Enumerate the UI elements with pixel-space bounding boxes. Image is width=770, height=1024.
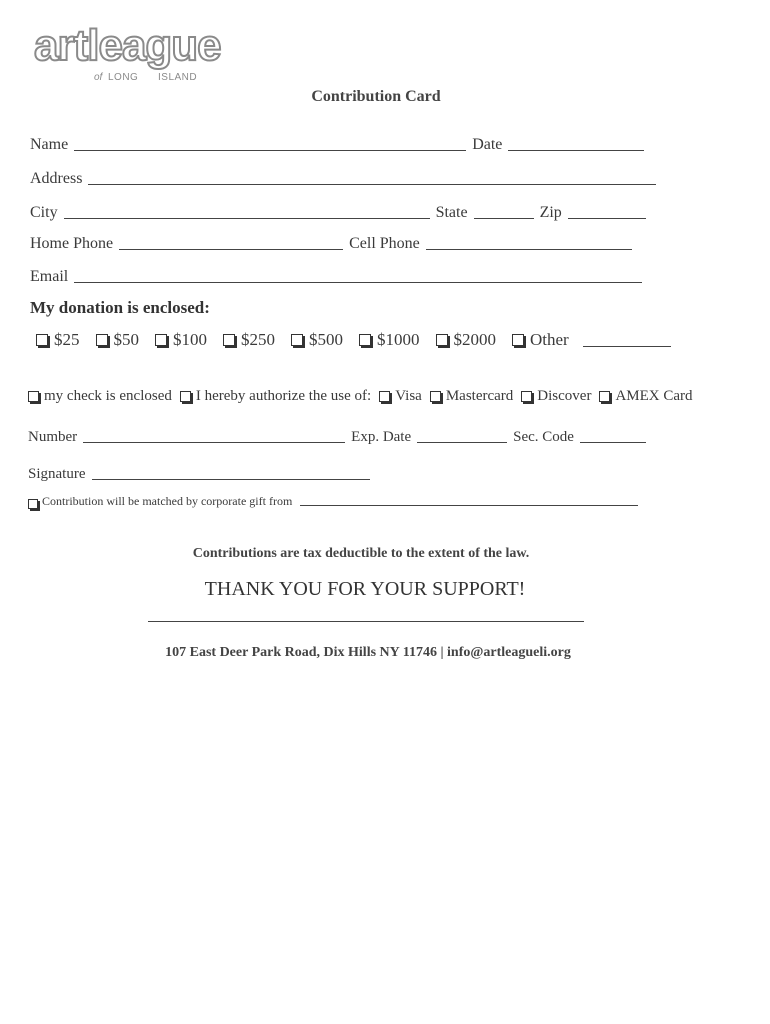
signature-row [28, 461, 376, 483]
cell-phone-label: Cell Phone [349, 235, 420, 252]
authorize-label: I hereby authorize the use of: [195, 388, 372, 404]
amex-checkbox[interactable] [599, 391, 610, 402]
home-phone-field[interactable] [119, 233, 343, 250]
name-label: Name [30, 136, 69, 153]
checkbox-icon [223, 334, 235, 346]
amount-option-1000[interactable] [359, 330, 420, 350]
sec-code-label: Sec. Code [513, 429, 574, 445]
check-enclosed-checkbox[interactable] [28, 391, 39, 402]
thank-you-heading: THANK YOU FOR YOUR SUPPORT! [204, 578, 526, 600]
donation-amounts [36, 330, 677, 350]
corporate-match-row [28, 494, 644, 509]
amount-label: Other [530, 330, 569, 349]
name-field[interactable] [74, 134, 466, 151]
checkbox-icon [291, 334, 303, 346]
zip-label: Zip [539, 204, 562, 221]
home-phone-label: Home Phone [30, 235, 114, 252]
check-enclosed-label: my check is enclosed [44, 388, 172, 404]
authorize-checkbox[interactable] [180, 391, 191, 402]
logo-island: ISLAND [158, 72, 198, 83]
logo-long: LONG [108, 72, 139, 83]
address-label: Address [30, 170, 83, 187]
address-row [30, 166, 662, 188]
city-label: City [30, 204, 58, 221]
logo-of: of [94, 72, 103, 83]
date-label: Date [472, 136, 503, 153]
corporate-match-label: Contribution will be matched by corporate gift from [42, 494, 293, 508]
amex-label: AMEX Card [615, 388, 693, 404]
discover-checkbox[interactable] [521, 391, 532, 402]
zip-field[interactable] [568, 202, 646, 219]
amount-option-other[interactable] [512, 330, 569, 350]
tax-note: Contributions are tax deductible to the extent of the law. [192, 546, 530, 561]
payment-methods [28, 388, 701, 405]
cell-phone-field[interactable] [426, 233, 632, 250]
art-league-logo [34, 21, 221, 86]
state-field[interactable] [474, 202, 534, 219]
amount-label: $50 [113, 330, 139, 349]
corporate-match-field[interactable] [300, 495, 638, 506]
form-title: Contribution Card [311, 88, 441, 105]
signature-label: Signature [28, 466, 86, 482]
divider [148, 621, 584, 622]
phone-row [30, 231, 638, 253]
signature-field[interactable] [92, 463, 370, 480]
card-number-field[interactable] [83, 426, 345, 443]
amount-option-50[interactable] [96, 330, 140, 350]
email-label: Email [30, 268, 69, 285]
checkbox-icon [155, 334, 167, 346]
donation-heading: My donation is enclosed: [30, 298, 210, 317]
exp-date-field[interactable] [417, 426, 507, 443]
name-date-row [30, 132, 650, 154]
card-details-row [28, 424, 652, 446]
amount-label: $100 [173, 330, 207, 349]
checkbox-icon [359, 334, 371, 346]
address-field[interactable] [88, 168, 656, 185]
checkbox-icon [512, 334, 524, 346]
card-number-label: Number [28, 429, 78, 445]
mastercard-checkbox[interactable] [430, 391, 441, 402]
city-state-zip-row [30, 200, 652, 222]
amount-label: $2000 [453, 330, 496, 349]
amount-label: $250 [241, 330, 275, 349]
logo-wordmark: artleague [34, 21, 221, 70]
email-field[interactable] [74, 266, 642, 283]
amount-option-100[interactable] [155, 330, 207, 350]
corporate-match-checkbox[interactable] [28, 499, 38, 509]
amount-label: $1000 [377, 330, 420, 349]
amount-option-2000[interactable] [436, 330, 497, 350]
checkbox-icon [36, 334, 48, 346]
sec-code-field[interactable] [580, 426, 646, 443]
checkbox-icon [436, 334, 448, 346]
amount-option-500[interactable] [291, 330, 343, 350]
exp-date-label: Exp. Date [351, 429, 412, 445]
discover-label: Discover [537, 388, 592, 404]
date-field[interactable] [508, 134, 644, 151]
city-field[interactable] [64, 202, 430, 219]
visa-label: Visa [395, 388, 422, 404]
other-amount-field[interactable] [583, 330, 671, 347]
state-label: State [435, 204, 468, 221]
email-row [30, 264, 648, 286]
mastercard-label: Mastercard [445, 388, 514, 404]
amount-label: $25 [54, 330, 80, 349]
contact-address: 107 East Deer Park Road, Dix Hills NY 11746 | info@artleagueli.org [165, 645, 571, 660]
checkbox-icon [96, 334, 108, 346]
amount-option-250[interactable] [223, 330, 275, 350]
visa-checkbox[interactable] [379, 391, 390, 402]
amount-option-25[interactable] [36, 330, 80, 350]
amount-label: $500 [309, 330, 343, 349]
